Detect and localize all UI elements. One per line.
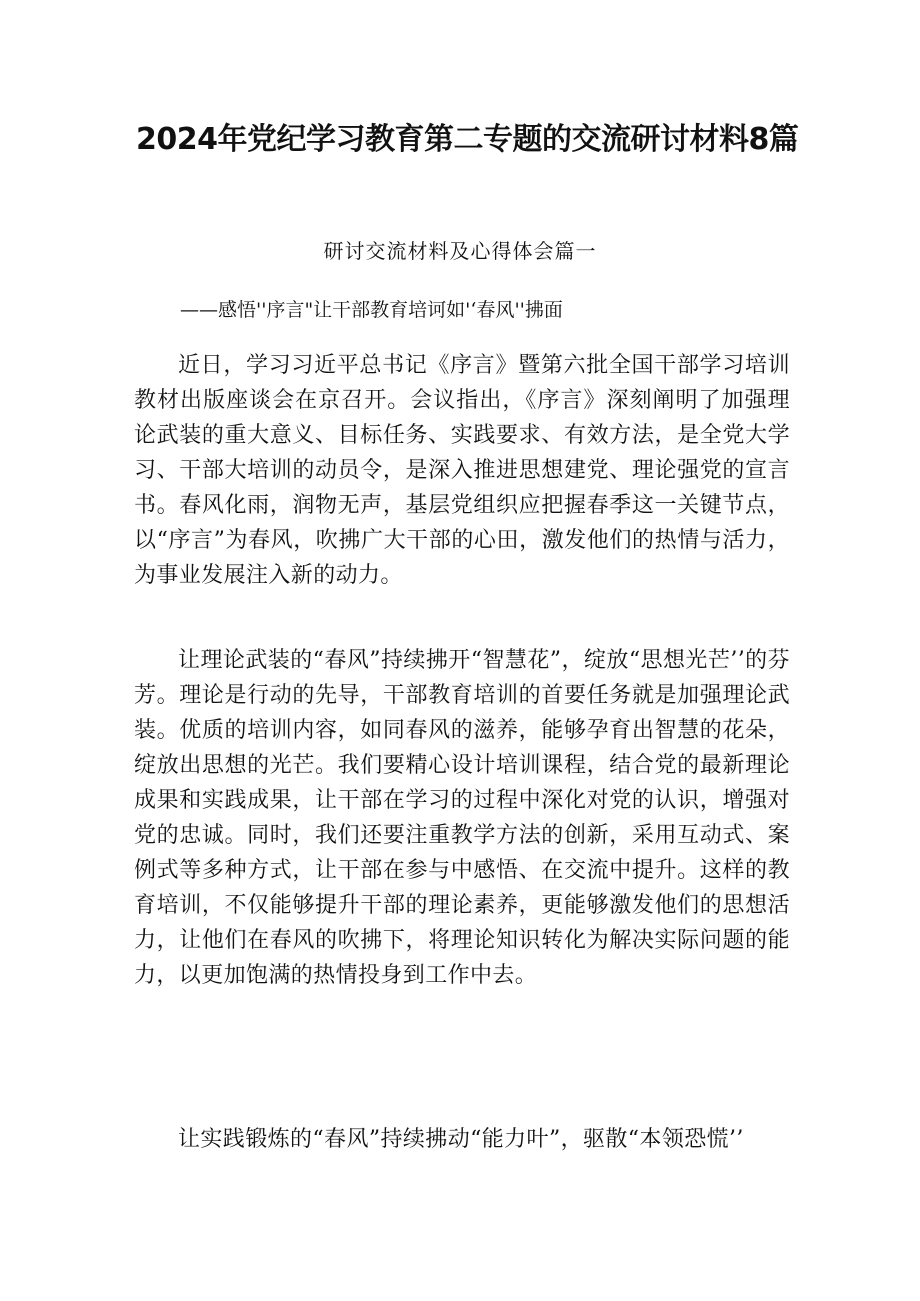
body-paragraph: 近日，学习习近平总书记《序言》暨第六批全国干部学习培训教材出版座谈会在京召开。会议指出，《序言》深刻阐明了加强理论武装的重大意义、目标任务、实践要求、有效方法，是全党大学习、干部大培训的动员令，是深入推进思想建党、理论强党的宣言书。春风化雨，润物无声，基层党组织应把握春季这一关键节点，以“序言”为春风，吹拂广大干部的心田，激发他们的热情与活力，为事业发展注入新的动力。 — [134, 353, 790, 588]
body-paragraph: 让理论武装的“春风”持续拂开“智慧花”，绽放“思想光芒’’的芬芳。理论是行动的先导，干部教育培训的首要任务就是加强理论武装。优质的培训内容，如同春风的滋养，能够孕育出智慧的花朵，绽放出思想的光芒。我们要精心设计培训课程，结合党的最新理论成果和实践成果，让干部在学习的过程中深化对党的认识，增强对党的忠诚。同时，我们还要注重教学方法的创新，采用互动式、案例式等多种方式，让干部在参与中感悟、在交流中提升。这样的教育培训，不仅能够提升干部的理论素养，更能够激发他们的思想活力，让他们在春风的吹拂下，将理论知识转化为解决实际问题的能力，以更加饱满的热情投身到工作中去。 — [134, 648, 790, 988]
document-title: 2024年党纪学习教育第二专题的交流研讨材料8篇 — [136, 122, 799, 157]
body-paragraph: 让实践锻炼的“春风”持续拂动“能力叶”，驱散“本领恐慌’’ — [178, 1127, 744, 1152]
section-tagline: ——感悟''序言"让干部教育培诃如'‘春风''拂面 — [180, 299, 563, 321]
section-subtitle: 研讨交流材料及心得体会篇一 — [323, 239, 597, 263]
